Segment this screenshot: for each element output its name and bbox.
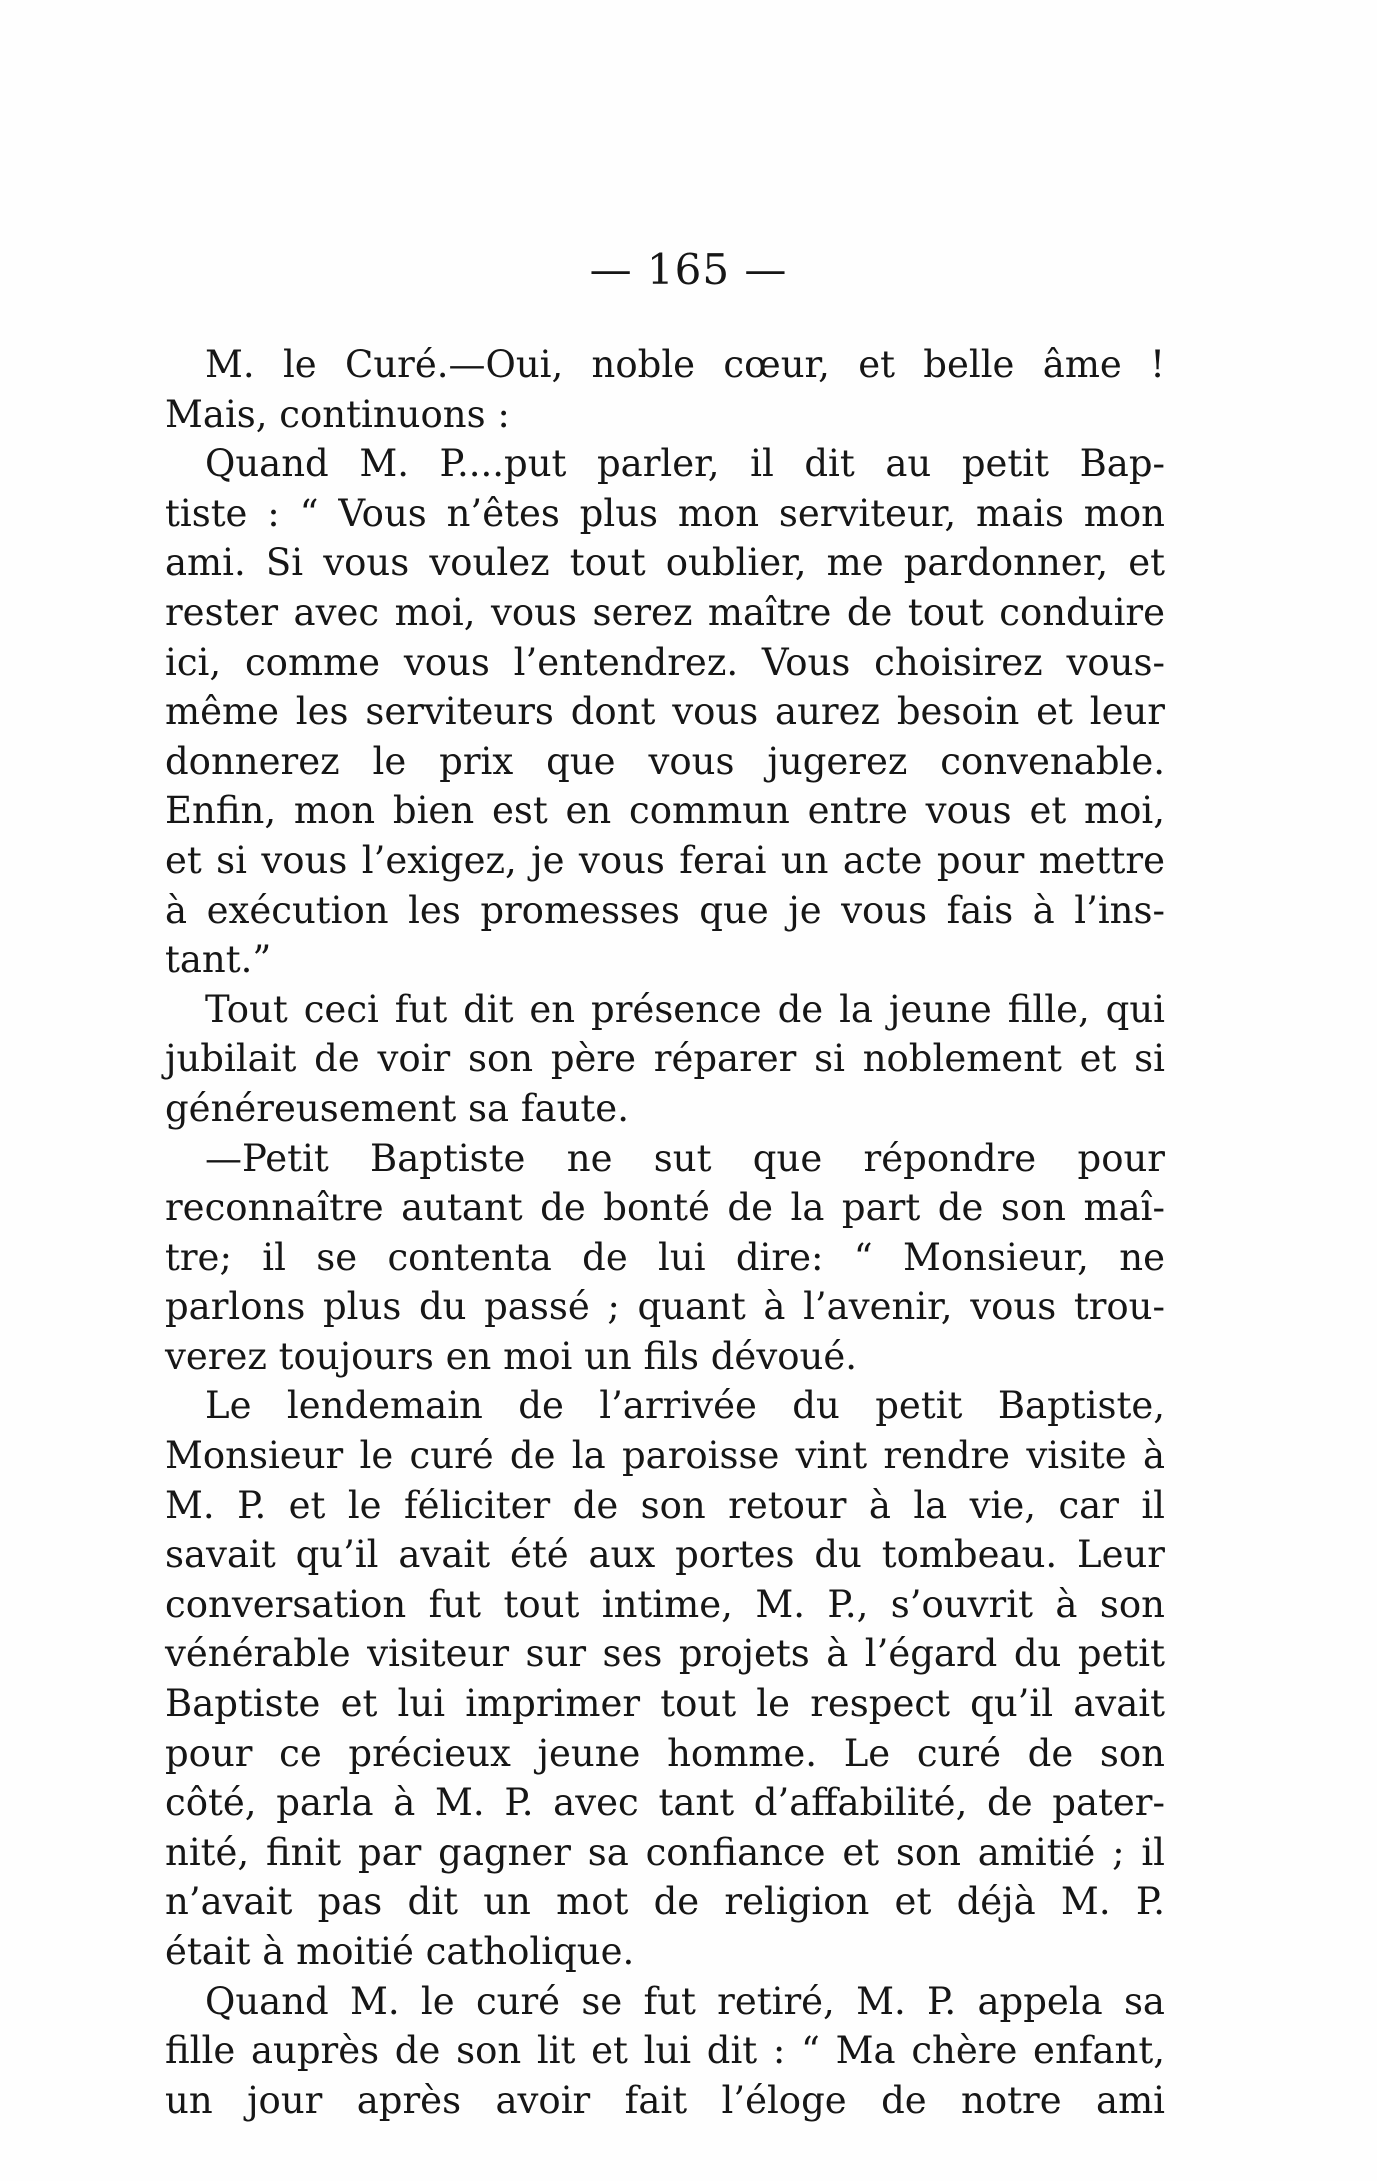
page-number: — 165 — (589, 245, 788, 294)
text-line: était à moitié catholique. (165, 1930, 635, 1973)
text-line: reconnaître autant de bonté de la part de son maî- (165, 1186, 1165, 1230)
text-line: —Petit Baptiste ne sut que répondre pour (205, 1136, 1165, 1180)
text-line: un jour après avoir fait l’éloge de notre ami (165, 2078, 1165, 2122)
text-line: rester avec moi, vous serez maître de tout conduire (165, 590, 1165, 634)
text-line: pour ce précieux jeune homme. Le curé de son (165, 1731, 1165, 1775)
text-line: conversation fut tout intime, M. P., s’ouvrit à son (165, 1582, 1165, 1626)
text-line: Baptiste et lui imprimer tout le respect qu’il avait (165, 1682, 1165, 1726)
text-line: Monsieur le curé de la paroisse vint rendre visite à (165, 1434, 1165, 1478)
text-line: ami. Si vous voulez tout oublier, me pardonner, et (165, 541, 1165, 585)
text-line: généreusement sa faute. (165, 1086, 629, 1130)
text-line: Enfin, mon bien est en commun entre vous et moi, (165, 789, 1165, 833)
text-line: tiste : “ Vous n’êtes plus mon serviteur, mais mon (165, 491, 1165, 535)
text-line: nité, finit par gagner sa confiance et son amitié ; il (165, 1830, 1165, 1874)
text-line: parlons plus du passé ; quant à l’avenir, vous trou- (165, 1285, 1165, 1329)
text-line: vénérable visiteur sur ses projets à l’égard du petit (165, 1632, 1165, 1676)
text-line: Tout ceci fut dit en présence de la jeune fille, qui (205, 987, 1165, 1031)
text-line: M. P. et le féliciter de son retour à la vie, car il (165, 1483, 1165, 1527)
text-line: n’avait pas dit un mot de religion et déjà M. P. (165, 1880, 1165, 1924)
text-line: verez toujours en moi un fils dévoué. (165, 1334, 857, 1378)
text-line: M. le Curé.—Oui, noble cœur, et belle âme ! (205, 343, 1165, 386)
text-line: Mais, continuons : (165, 392, 510, 436)
text-line: Le lendemain de l’arrivée du petit Baptiste, (205, 1384, 1165, 1428)
text-line: tant.” (165, 938, 272, 982)
body-text (165, 340, 1165, 2125)
text-line: même les serviteurs dont vous aurez besoin et leur (165, 690, 1165, 734)
text-line: à exécution les promesses que je vous fais à l’ins- (165, 888, 1165, 932)
text-line: ici, comme vous l’entendrez. Vous choisirez vous- (165, 640, 1165, 684)
text-line: Quand M. le curé se fut retiré, M. P. appela sa (205, 1979, 1165, 2023)
text-line: donnerez le prix que vous jugerez convenable. (165, 739, 1165, 783)
text-line: jubilait de voir son père réparer si noblement et si (165, 1037, 1165, 1081)
text-line: et si vous l’exigez, je vous ferai un acte pour mettre (165, 838, 1165, 882)
text-line: fille auprès de son lit et lui dit : “ Ma chère enfant, (165, 2029, 1165, 2073)
text-line: savait qu’il avait été aux portes du tombeau. Leur (165, 1533, 1165, 1577)
text-line: tre; il se contenta de lui dire: “ Monsieur, ne (165, 1235, 1165, 1279)
text-line: côté, parla à M. P. avec tant d’affabilité, de pater- (165, 1781, 1165, 1825)
text-line: Quand M. P....put parler, il dit au petit Bap- (205, 442, 1165, 486)
